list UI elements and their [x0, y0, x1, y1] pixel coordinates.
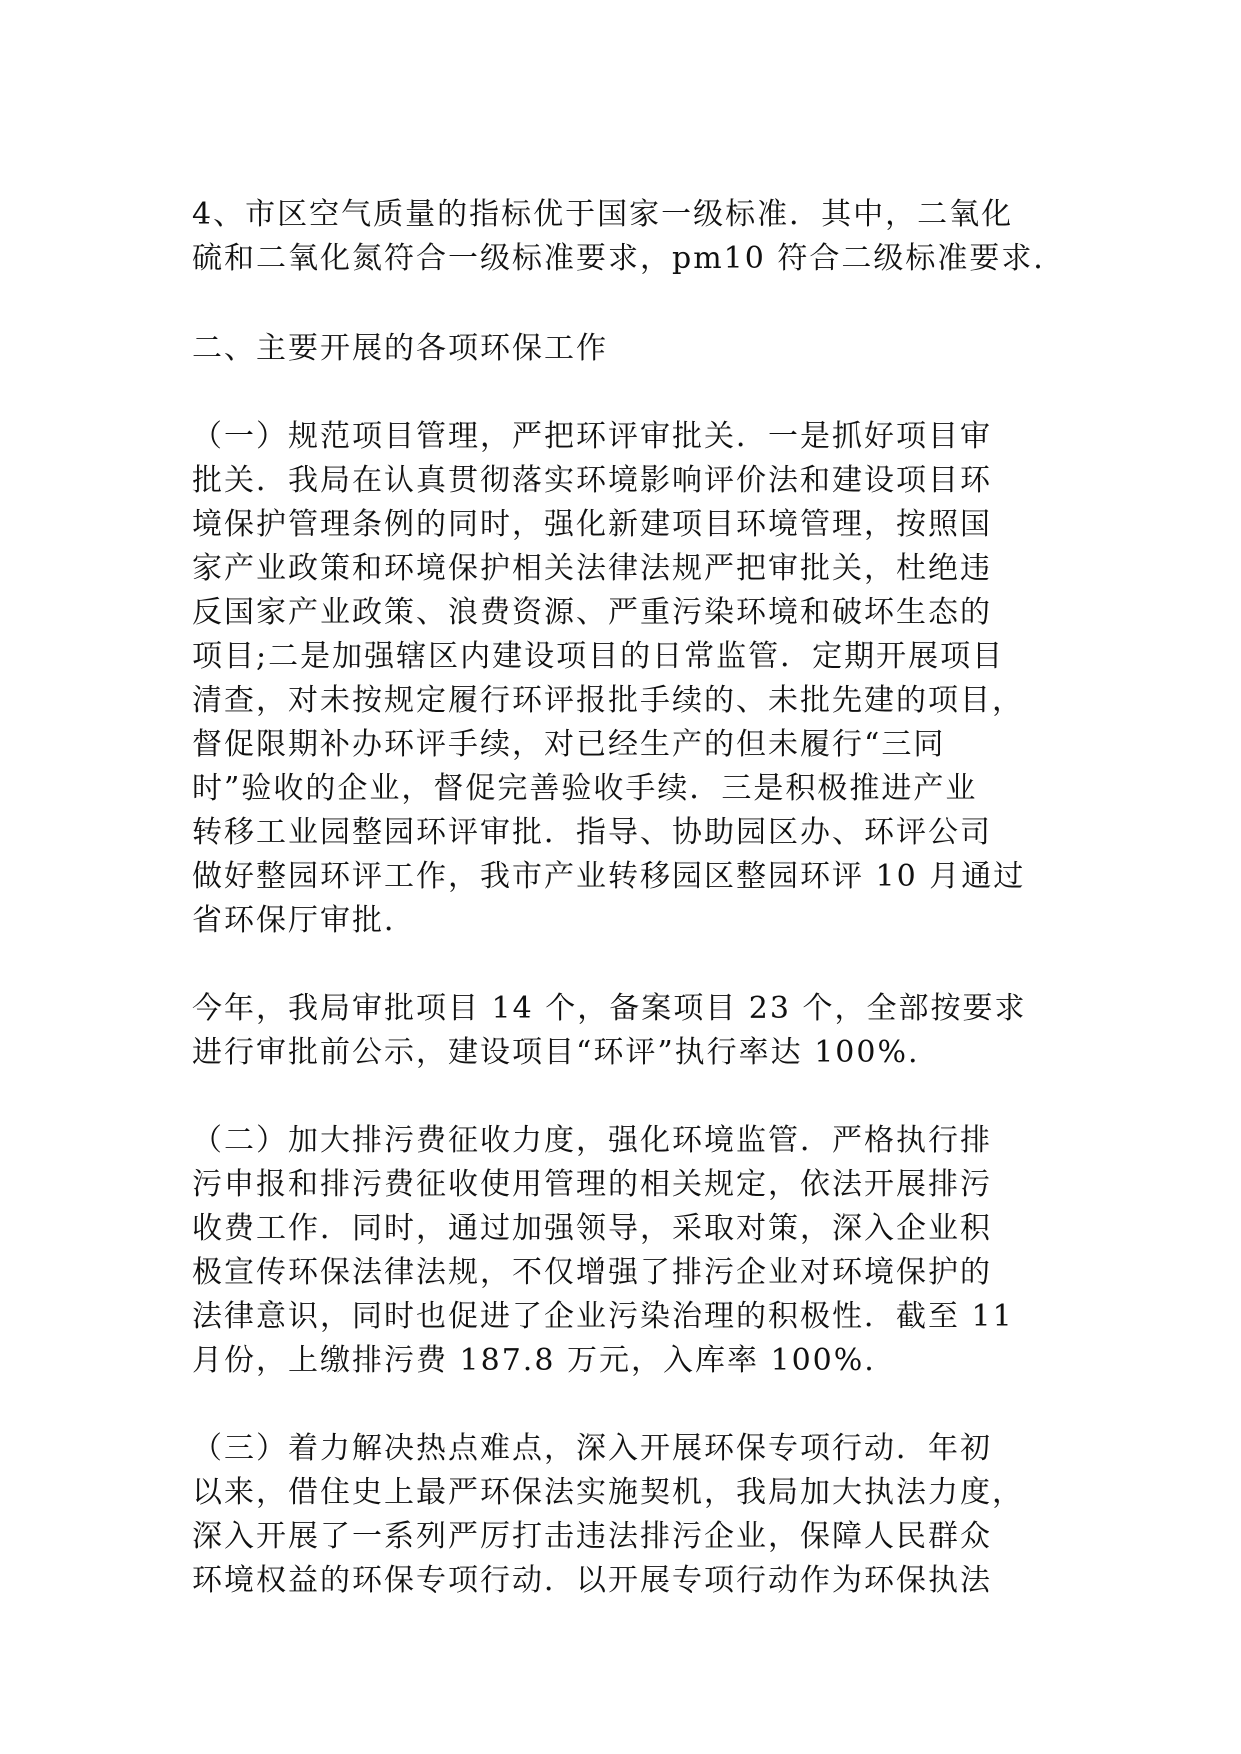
text-line: 4、市区空气质量的指标优于国家一级标准．其中，二氧化 [192, 197, 1014, 232]
text-line: 进行审批前公示，建设项目“环评”执行率达 100%. [192, 1035, 920, 1070]
paragraph-approval-stats [192, 987, 1042, 1075]
text-line: 时”验收的企业，督促完善验收手续．三是积极推进产业 [192, 771, 978, 806]
text-line: （三）着力解决热点难点，深入开展环保专项行动．年初 [192, 1431, 992, 1466]
text-line: 环境权益的环保专项行动．以开展专项行动作为环保执法 [192, 1563, 992, 1598]
text-line: 家产业政策和环境保护相关法律法规严把审批关，杜绝违 [192, 551, 992, 586]
text-line: 法律意识，同时也促进了企业污染治理的积极性．截至 11 [192, 1299, 1014, 1334]
text-line: 极宣传环保法律法规，不仅增强了排污企业对环境保护的 [192, 1255, 992, 1290]
text-line: 污申报和排污费征收使用管理的相关规定，依法开展排污 [192, 1167, 992, 1202]
text-line: 批关．我局在认真贯彻落实环境影响评价法和建设项目环 [192, 463, 992, 498]
text-line: 以来，借住史上最严环保法实施契机，我局加大执法力度， [192, 1475, 1024, 1510]
text-line: （一）规范项目管理，严把环评审批关．一是抓好项目审 [192, 419, 992, 454]
text-line: 反国家产业政策、浪费资源、严重污染环境和破坏生态的 [192, 595, 992, 630]
paragraph-pollution-fees [192, 1119, 1042, 1383]
text-line: 督促限期补办环评手续，对已经生产的但未履行“三同 [192, 727, 946, 762]
text-line: 转移工业园整园环评审批．指导、协助园区办、环评公司 [192, 815, 992, 850]
paragraph-project-management [192, 415, 1042, 943]
paragraph-air-quality [192, 193, 1066, 281]
text-line: 二、主要开展的各项环保工作 [192, 331, 608, 366]
paragraph-special-actions [192, 1427, 1042, 1603]
document-page [192, 193, 1066, 1603]
text-line: 项目;二是加强辖区内建设项目的日常监管．定期开展项目 [192, 639, 1005, 674]
text-line: 今年，我局审批项目 14 个，备案项目 23 个，全部按要求 [192, 991, 1027, 1026]
text-line: 清查，对未按规定履行环评报批手续的、未批先建的项目， [192, 683, 1024, 718]
text-line: 硫和二氧化氮符合一级标准要求，pm10 符合二级标准要求． [192, 241, 1066, 276]
text-line: 收费工作．同时，通过加强领导，采取对策，深入企业积 [192, 1211, 992, 1246]
text-line: （二）加大排污费征收力度，强化环境监管．严格执行排 [192, 1123, 992, 1158]
text-line: 省环保厅审批． [192, 903, 416, 938]
text-line: 深入开展了一系列严厉打击违法排污企业，保障人民群众 [192, 1519, 992, 1554]
text-line: 做好整园环评工作，我市产业转移园区整园环评 10 月通过 [192, 859, 1026, 894]
section-heading [192, 327, 1042, 371]
text-line: 月份，上缴排污费 187.8 万元，入库率 100%. [192, 1343, 876, 1378]
text-line: 境保护管理条例的同时，强化新建项目环境管理，按照国 [192, 507, 992, 542]
